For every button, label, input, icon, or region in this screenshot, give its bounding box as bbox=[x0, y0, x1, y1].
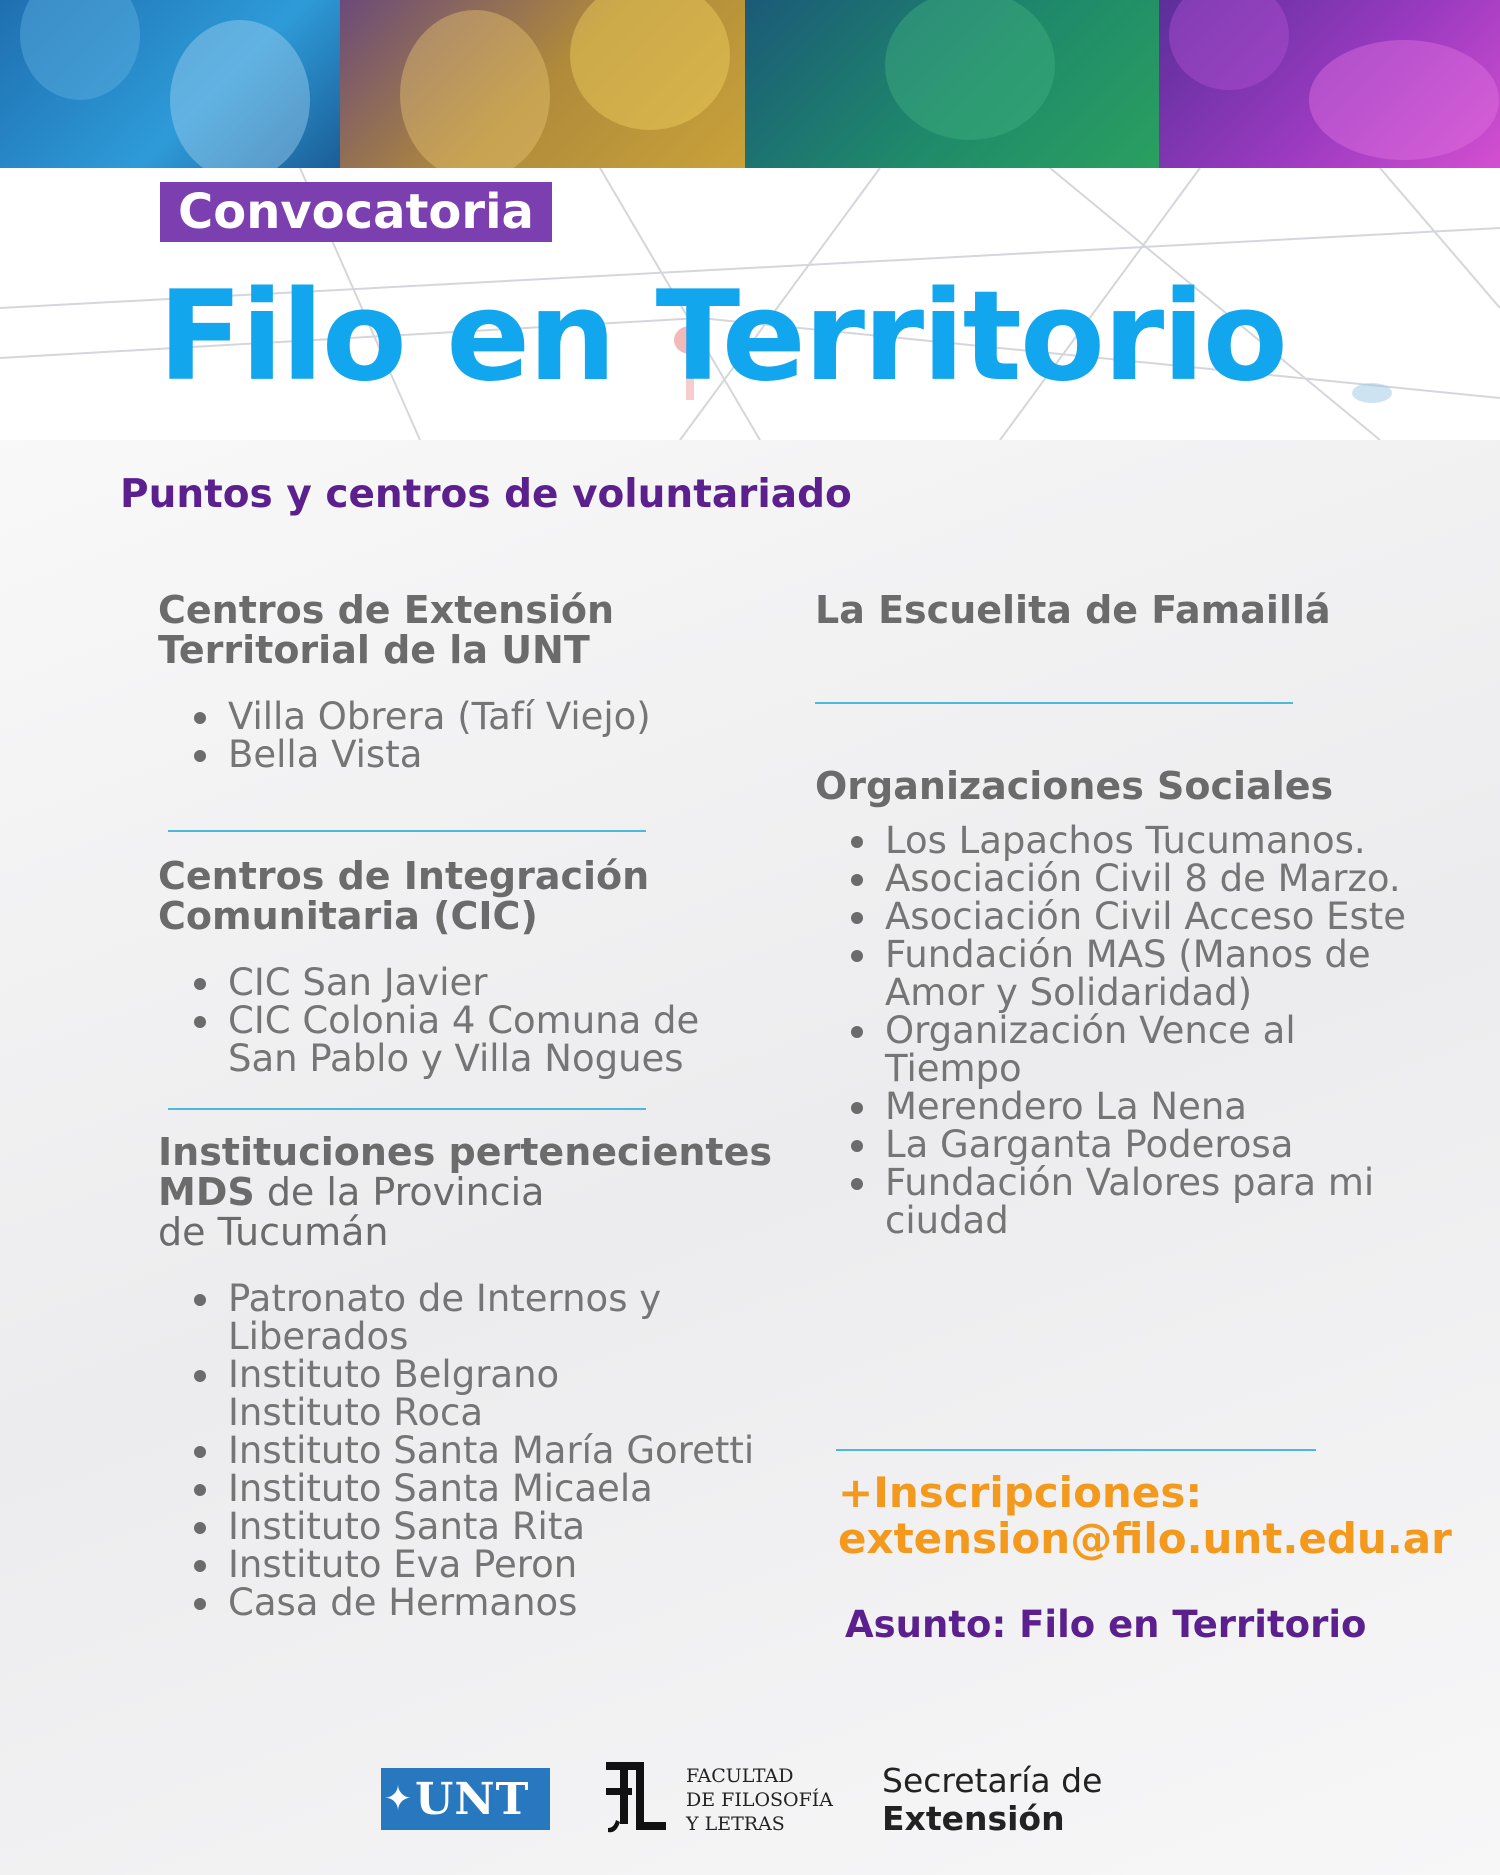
section-instituciones-mds bbox=[158, 1132, 778, 1622]
photo-garden-tires bbox=[1159, 0, 1500, 168]
photo-hands-writing bbox=[745, 0, 1159, 168]
list-item: La Garganta Poderosa bbox=[815, 1126, 1455, 1164]
list-item: Fundación MAS (Manos de Amor y Solidaridad) bbox=[815, 936, 1455, 1012]
list-item: Instituto Santa María Goretti bbox=[158, 1432, 778, 1470]
section-heading: Centros de Extensión Territorial de la UNT bbox=[158, 588, 615, 672]
list-item: Instituto Santa Rita bbox=[158, 1508, 778, 1546]
convocatoria-tag: Convocatoria bbox=[160, 182, 552, 242]
section-heading: Instituciones pertenecientes MDS de la Provincia de Tucumán bbox=[158, 1130, 772, 1254]
list-item: CIC San Javier bbox=[158, 964, 778, 1002]
list-item: Los Lapachos Tucumanos. bbox=[815, 822, 1455, 860]
secretaria-extension-logo: Secretaría de Extensión bbox=[882, 1761, 1103, 1838]
list-item: Merendero La Nena bbox=[815, 1088, 1455, 1126]
photo-strip bbox=[0, 0, 1500, 168]
photo-volunteers-smiling bbox=[0, 0, 340, 168]
asunto-text: Asunto: Filo en Territorio bbox=[845, 1603, 1367, 1646]
divider bbox=[815, 702, 1293, 704]
list-item: Asociación Civil Acceso Este bbox=[815, 898, 1455, 936]
list-item: CIC Colonia 4 Comuna de San Pablo y Villa Nogues bbox=[158, 1002, 778, 1078]
inscripciones-block bbox=[838, 1470, 1452, 1562]
faculty-logo-text: FACULTAD DE FILOSOFÍA Y LETRAS bbox=[686, 1765, 834, 1835]
organizaciones-list bbox=[815, 819, 1455, 1242]
section-heading: Centros de Integración Comunitaria (CIC) bbox=[158, 854, 650, 938]
divider bbox=[168, 830, 646, 832]
section-heading: Organizaciones Sociales bbox=[815, 764, 1334, 808]
cic-list bbox=[158, 961, 778, 1080]
list-item: Fundación Valores para mi ciudad bbox=[815, 1164, 1455, 1240]
section-cic bbox=[158, 856, 778, 1078]
filosofia-letras-logo-icon bbox=[606, 1760, 666, 1836]
photo-elder-writing bbox=[340, 0, 745, 168]
list-item: Instituto Belgrano Instituto Roca bbox=[158, 1356, 778, 1432]
list-item: Villa Obrera (Tafí Viejo) bbox=[158, 698, 778, 736]
list-item: Bella Vista bbox=[158, 736, 778, 774]
list-item: Instituto Santa Micaela bbox=[158, 1470, 778, 1508]
email-link[interactable]: extension@filo.unt.edu.ar bbox=[838, 1514, 1452, 1563]
unt-logo: ✦ UNT bbox=[381, 1768, 550, 1830]
instituciones-list bbox=[158, 1277, 778, 1624]
list-item: Casa de Hermanos bbox=[158, 1584, 778, 1622]
list-item: Instituto Eva Peron bbox=[158, 1546, 778, 1584]
centros-extension-list bbox=[158, 695, 778, 776]
page-subtitle: Puntos y centros de voluntariado bbox=[120, 472, 852, 517]
divider bbox=[168, 1108, 646, 1110]
section-heading-escuelita: La Escuelita de Famaillá bbox=[815, 588, 1331, 632]
left-column bbox=[158, 590, 778, 1622]
section-centros-extension bbox=[158, 590, 778, 774]
divider bbox=[836, 1449, 1316, 1451]
list-item: Asociación Civil 8 de Marzo. bbox=[815, 860, 1455, 898]
section-organizaciones-sociales bbox=[815, 766, 1455, 1240]
list-item: Organización Vence al Tiempo bbox=[815, 1012, 1455, 1088]
inscripciones-label: +Inscripciones: bbox=[838, 1468, 1203, 1517]
list-item: Patronato de Internos y Liberados bbox=[158, 1280, 778, 1356]
right-column bbox=[815, 590, 1455, 1240]
star-icon: ✦ bbox=[383, 1779, 413, 1819]
page-title: Filo en Territorio bbox=[158, 265, 1286, 409]
